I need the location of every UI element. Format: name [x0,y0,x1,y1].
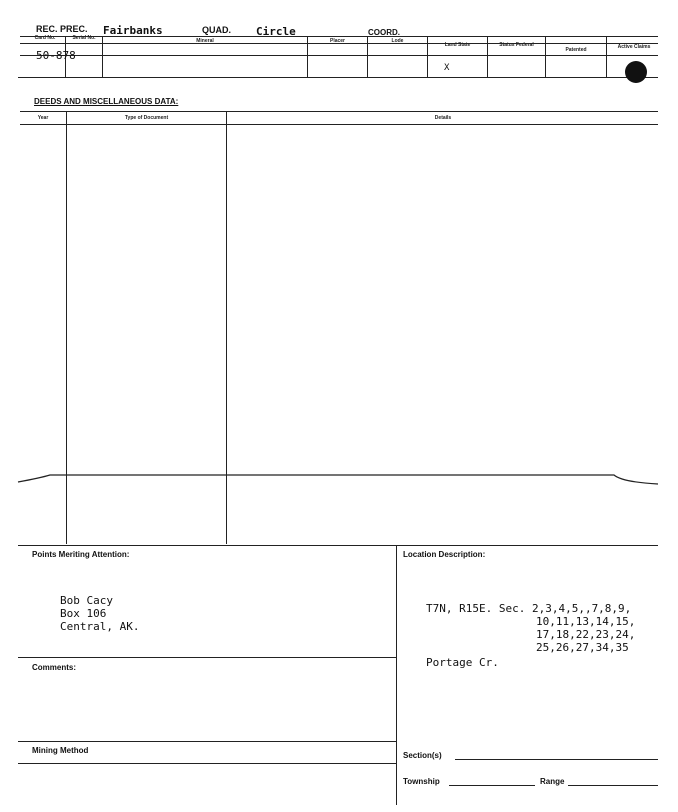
col-card-no: Card No. [34,35,56,41]
location-line-2: 10,11,13,14,15, [536,615,636,628]
col-patented: Patented [565,47,587,53]
sections-fill-line[interactable] [455,759,658,760]
land-state-mark: X [444,63,450,73]
deeds-line-header [20,124,658,125]
quad-label: QUAD. [202,25,231,35]
range-label: Range [540,777,565,786]
location-line-3: 17,18,22,23,24, [536,628,636,641]
township-fill-line[interactable] [449,785,535,786]
mining-line-top [18,741,396,742]
rec-prec-label: REC. PREC. [36,24,88,34]
points-line-3: Central, AK. [60,620,140,633]
mining-method-title: Mining Method [32,746,89,755]
col-placer: Placer [329,38,345,44]
points-line-1: Bob Cacy [60,594,113,607]
coord-label: COORD. [368,28,400,37]
col-lode: Lode [391,38,404,44]
header-line-top [20,36,658,37]
deeds-col-type: Type of Document [124,115,169,121]
col-serial-no: Serial No. [72,35,96,41]
rec-prec-value: Fairbanks [103,24,163,37]
location-creek: Portage Cr. [426,656,499,669]
col-sep-8 [606,36,607,77]
col-active-claims: Active Claims [617,44,651,50]
fold-line [0,468,678,492]
location-line-1: T7N, R15E. Sec. 2,3,4,5,,7,8,9, [426,602,632,615]
points-title: Points Meriting Attention: [32,550,130,559]
comments-line-top [18,657,396,658]
location-title: Location Description: [403,550,486,559]
points-line-2: Box 106 [60,607,107,620]
range-fill-line[interactable] [568,785,658,786]
header-line-bottom [18,77,658,78]
filled-circle-mark [625,61,647,83]
deeds-col-details: Details [434,115,452,121]
deeds-title: DEEDS AND MISCELLANEOUS DATA: [34,97,179,106]
township-label: Township [403,777,440,786]
sections-label: Section(s) [403,751,442,760]
card-no-value: 50-878 [36,49,76,62]
location-line-4: 25,26,27,34,35 [536,641,629,654]
comments-title: Comments: [32,663,77,672]
lower-line-top [18,545,658,546]
col-mineral: Mineral [196,38,214,44]
header-line-3 [20,55,658,56]
col-sep-7 [545,36,546,77]
col-land-state: Land State [444,42,471,48]
deeds-col-year: Year [37,115,49,121]
mining-line-bottom [18,763,396,764]
quad-value: Circle [256,25,296,38]
lower-divider [396,545,397,805]
deeds-line-top [20,111,658,112]
col-status-federal: Status Federal [499,42,534,48]
